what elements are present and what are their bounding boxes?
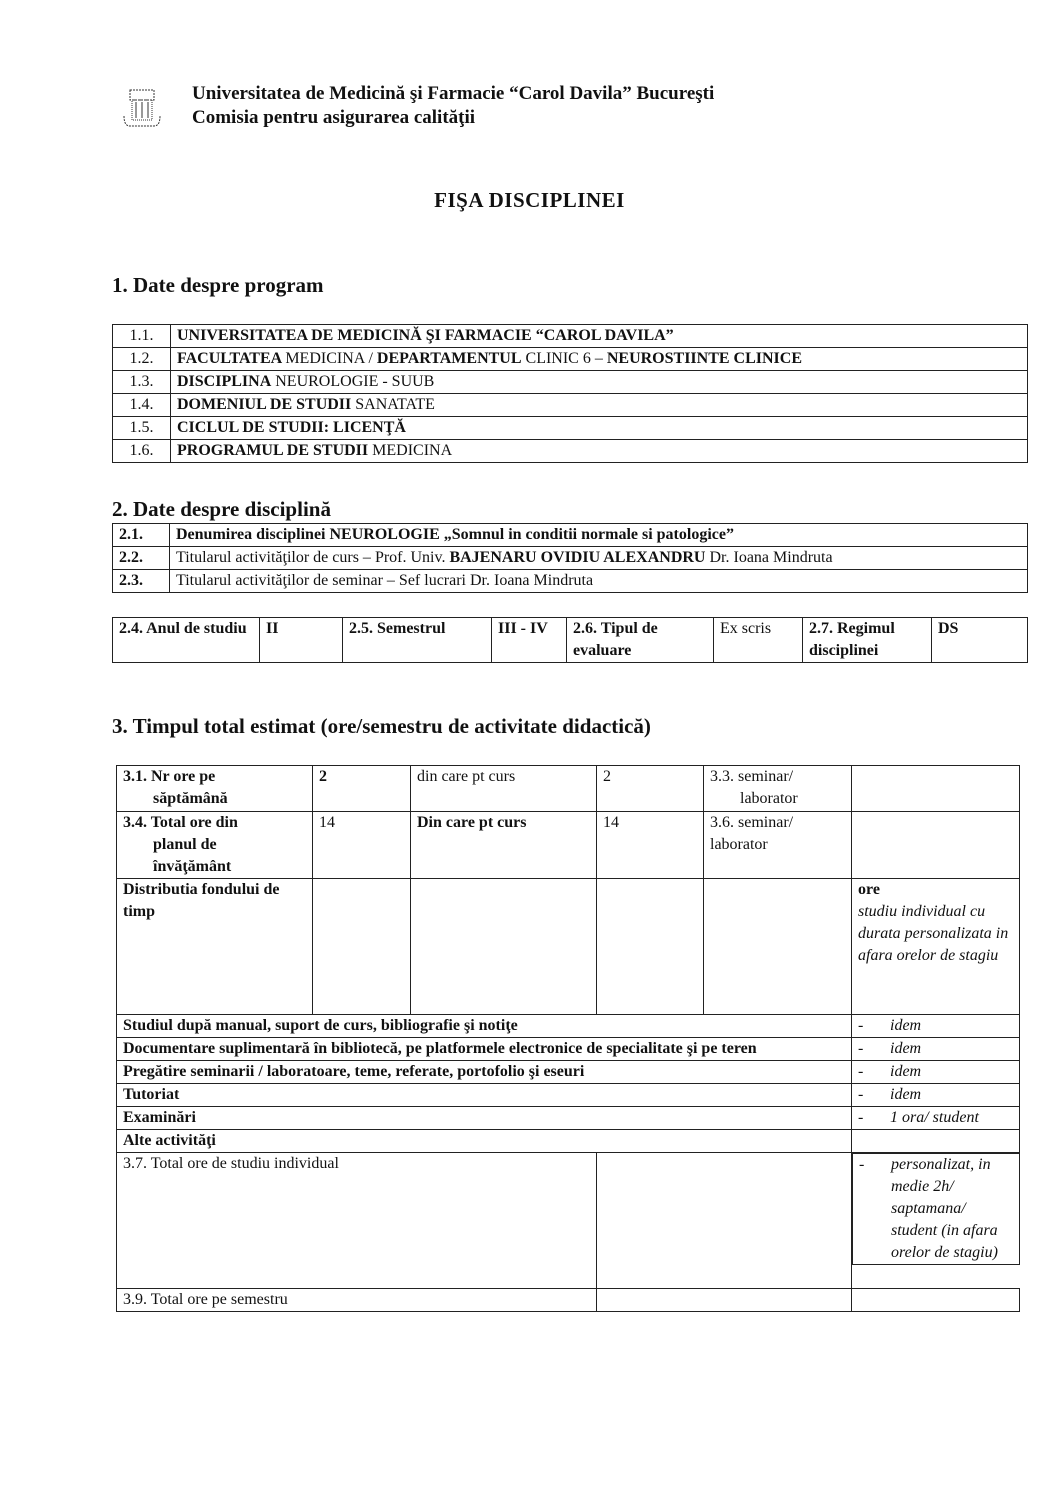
table-row: [117, 1153, 1020, 1289]
row-label: CICLUL DE STUDII: LICENŢĂ: [171, 417, 1028, 440]
activity-label: Pregătire seminarii / laboratoare, teme, referate, portofolio şi eseuri: [117, 1061, 852, 1084]
semester-label: 2.5. Semestrul: [343, 618, 492, 663]
value-text: idem: [890, 1086, 922, 1103]
university-crest-icon: [122, 86, 162, 130]
row-number: 2.3.: [113, 570, 170, 593]
dash: -: [858, 1063, 864, 1080]
table-row: [113, 371, 1028, 394]
table-row: [113, 618, 1028, 663]
activity-value: [852, 1084, 1020, 1107]
activity-label: Studiul după manual, suport de curs, bibliografie şi notiţe: [117, 1015, 852, 1038]
row-content: [170, 547, 1028, 570]
seminar-value: [852, 766, 1020, 812]
activity-value: [852, 1107, 1020, 1130]
seminar-label: [704, 812, 852, 879]
activity-label: Examinări: [117, 1107, 852, 1130]
value-text: idem: [890, 1017, 922, 1034]
label-text: săptămână: [153, 790, 228, 807]
note-text: studiu individual cu durata personalizata in afara orelor de stagiu: [858, 903, 1009, 964]
table-row: [117, 1038, 1020, 1061]
row-value: Prof. Univ.: [374, 549, 450, 566]
activity-label: Documentare suplimentară în bibliotecă, pe platformele electronice de specialitate şi pe teren: [117, 1038, 852, 1061]
row-number: 1.1.: [113, 325, 171, 348]
total-semester-label: 3.9. Total ore pe semestru: [117, 1289, 597, 1312]
label-text: 3.6. seminar/: [710, 814, 794, 831]
table-row: [113, 524, 1028, 547]
hours-per-week-value: 2: [313, 766, 411, 812]
activity-label: Alte activităţi: [117, 1130, 852, 1153]
empty-cell: [704, 879, 852, 1015]
row-value: MEDICINA /: [285, 350, 377, 367]
row-label: PROGRAMUL DE STUDII: [177, 442, 369, 459]
label-text: 3.3. seminar/: [710, 768, 794, 785]
row-label: Denumirea disciplinei NEUROLOGIE „Somnul in conditii normale si patologice”: [170, 524, 1028, 547]
row-value-bold: BAJENARU OVIDIU ALEXANDRU: [449, 549, 706, 566]
row-value: Dr. Ioana Mindruta: [705, 549, 833, 566]
university-name: Universitatea de Medicină şi Farmacie “Carol Davila” Bucureşti: [192, 83, 715, 104]
row-label: FACULTATEA: [177, 350, 282, 367]
row-number: 1.5.: [113, 417, 171, 440]
label-text: planul de: [153, 836, 217, 853]
row-label: DISCIPLINA: [177, 373, 272, 390]
row-number: 1.6.: [113, 440, 171, 463]
row-content: [171, 440, 1028, 463]
table-row: [113, 440, 1028, 463]
row-label: Titularul activităţilor de seminar –: [176, 572, 399, 589]
table-row: [113, 417, 1028, 440]
row-value: Sef lucrari Dr. Ioana Mindruta: [398, 572, 594, 589]
seminar-value: [852, 812, 1020, 879]
discipline-table: [112, 523, 1028, 593]
evaluation-label: 2.6. Tipul de evaluare: [567, 618, 714, 663]
label-text: învăţământ: [153, 858, 232, 875]
table-row: [117, 812, 1020, 879]
time-table: [116, 765, 1020, 1312]
commission-name: Comisia pentru asigurarea calităţii: [192, 107, 476, 128]
row-value: NEUROLOGIE - SUUB: [271, 373, 435, 390]
total-semester-value: [852, 1289, 1020, 1312]
row-content: [171, 394, 1028, 417]
section-3-heading: 3. Timpul total estimat (ore/semestru de activitate didactică): [112, 714, 651, 738]
value-text: idem: [890, 1040, 922, 1057]
row-number: 1.3.: [113, 371, 171, 394]
dash: -: [859, 1156, 865, 1173]
total-individual-label: 3.7. Total ore de studiu individual: [117, 1153, 597, 1289]
hours-label: ore: [858, 881, 880, 898]
total-individual-value: [852, 1153, 1020, 1265]
activity-value: [852, 1130, 1020, 1153]
empty-cell: [597, 879, 704, 1015]
row-label: Titularul activităţilor de curs –: [176, 549, 375, 566]
row-number: 1.2.: [113, 348, 171, 371]
label-text: 3.4. Total ore din: [123, 814, 238, 831]
total-hours-label: [117, 812, 313, 879]
evaluation-value: Ex scris: [714, 618, 803, 663]
dash: -: [858, 1040, 864, 1057]
label-text: 3.1. Nr ore pe: [123, 768, 216, 785]
table-row: [113, 570, 1028, 593]
year-label: 2.4. Anul de studiu: [113, 618, 260, 663]
empty-cell: [597, 1153, 852, 1289]
row-content: [170, 570, 1028, 593]
document-title: FIŞA DISCIPLINEI: [434, 188, 625, 212]
table-row: [113, 394, 1028, 417]
label-text: laborator: [710, 836, 768, 853]
row-number: 1.4.: [113, 394, 171, 417]
hours-per-week-label: [117, 766, 313, 812]
row-label: UNIVERSITATEA DE MEDICINĂ ŞI FARMACIE “CAROL DAVILA”: [171, 325, 1028, 348]
row-value: CLINIC 6 –: [521, 350, 607, 367]
distribution-label: Distributia fondului de timp: [117, 879, 313, 1015]
row-value: MEDICINA: [368, 442, 453, 459]
dash: -: [858, 1086, 864, 1103]
course-value: 2: [597, 766, 704, 812]
course-label: Din care pt curs: [411, 812, 597, 879]
regime-value: DS: [932, 618, 1028, 663]
label-text: laborator: [740, 790, 798, 807]
regime-label: 2.7. Regimul disciplinei: [803, 618, 932, 663]
total-hours-value: 14: [313, 812, 411, 879]
table-row: [117, 1084, 1020, 1107]
table-row: [117, 766, 1020, 812]
row-label: DOMENIUL DE STUDII: [177, 396, 352, 413]
table-row: [113, 547, 1028, 570]
empty-cell: [411, 879, 597, 1015]
table-row: [117, 879, 1020, 1015]
empty-cell: [313, 879, 411, 1015]
distribution-note: [852, 879, 1020, 1015]
table-row: [117, 1289, 1020, 1312]
discipline-details-table: [112, 617, 1028, 663]
dash: -: [858, 1109, 864, 1126]
year-value: II: [260, 618, 343, 663]
empty-cell: [597, 1289, 852, 1312]
value-text: 1 ora/ student: [890, 1109, 979, 1126]
row-content: [171, 371, 1028, 394]
section-1-heading: 1. Date despre program: [112, 273, 324, 297]
activity-value: [852, 1061, 1020, 1084]
course-label: din care pt curs: [411, 766, 597, 812]
program-table: [112, 324, 1028, 463]
table-row: [117, 1015, 1020, 1038]
activity-value: [852, 1038, 1020, 1061]
table-row: [117, 1061, 1020, 1084]
table-row: [113, 348, 1028, 371]
activity-label: Tutoriat: [117, 1084, 852, 1107]
row-number: 2.1.: [113, 524, 170, 547]
seminar-label: [704, 766, 852, 812]
section-2-heading: 2. Date despre disciplină: [112, 497, 331, 521]
document-header: [192, 82, 714, 130]
course-value: 14: [597, 812, 704, 879]
row-label: NEUROSTIINTE CLINICE: [606, 350, 803, 367]
dash: -: [858, 1017, 864, 1034]
row-content: [171, 348, 1028, 371]
row-label: DEPARTAMENTUL: [376, 350, 522, 367]
value-text: personalizat, in medie 2h/ saptamana/ student (in afara orelor de stagiu): [891, 1156, 998, 1261]
table-row: [117, 1107, 1020, 1130]
semester-value: III - IV: [492, 618, 567, 663]
row-value: SANATATE: [351, 396, 435, 413]
row-number: 2.2.: [113, 547, 170, 570]
table-row: [113, 325, 1028, 348]
value-text: idem: [890, 1063, 922, 1080]
activity-value: [852, 1015, 1020, 1038]
table-row: [117, 1130, 1020, 1153]
